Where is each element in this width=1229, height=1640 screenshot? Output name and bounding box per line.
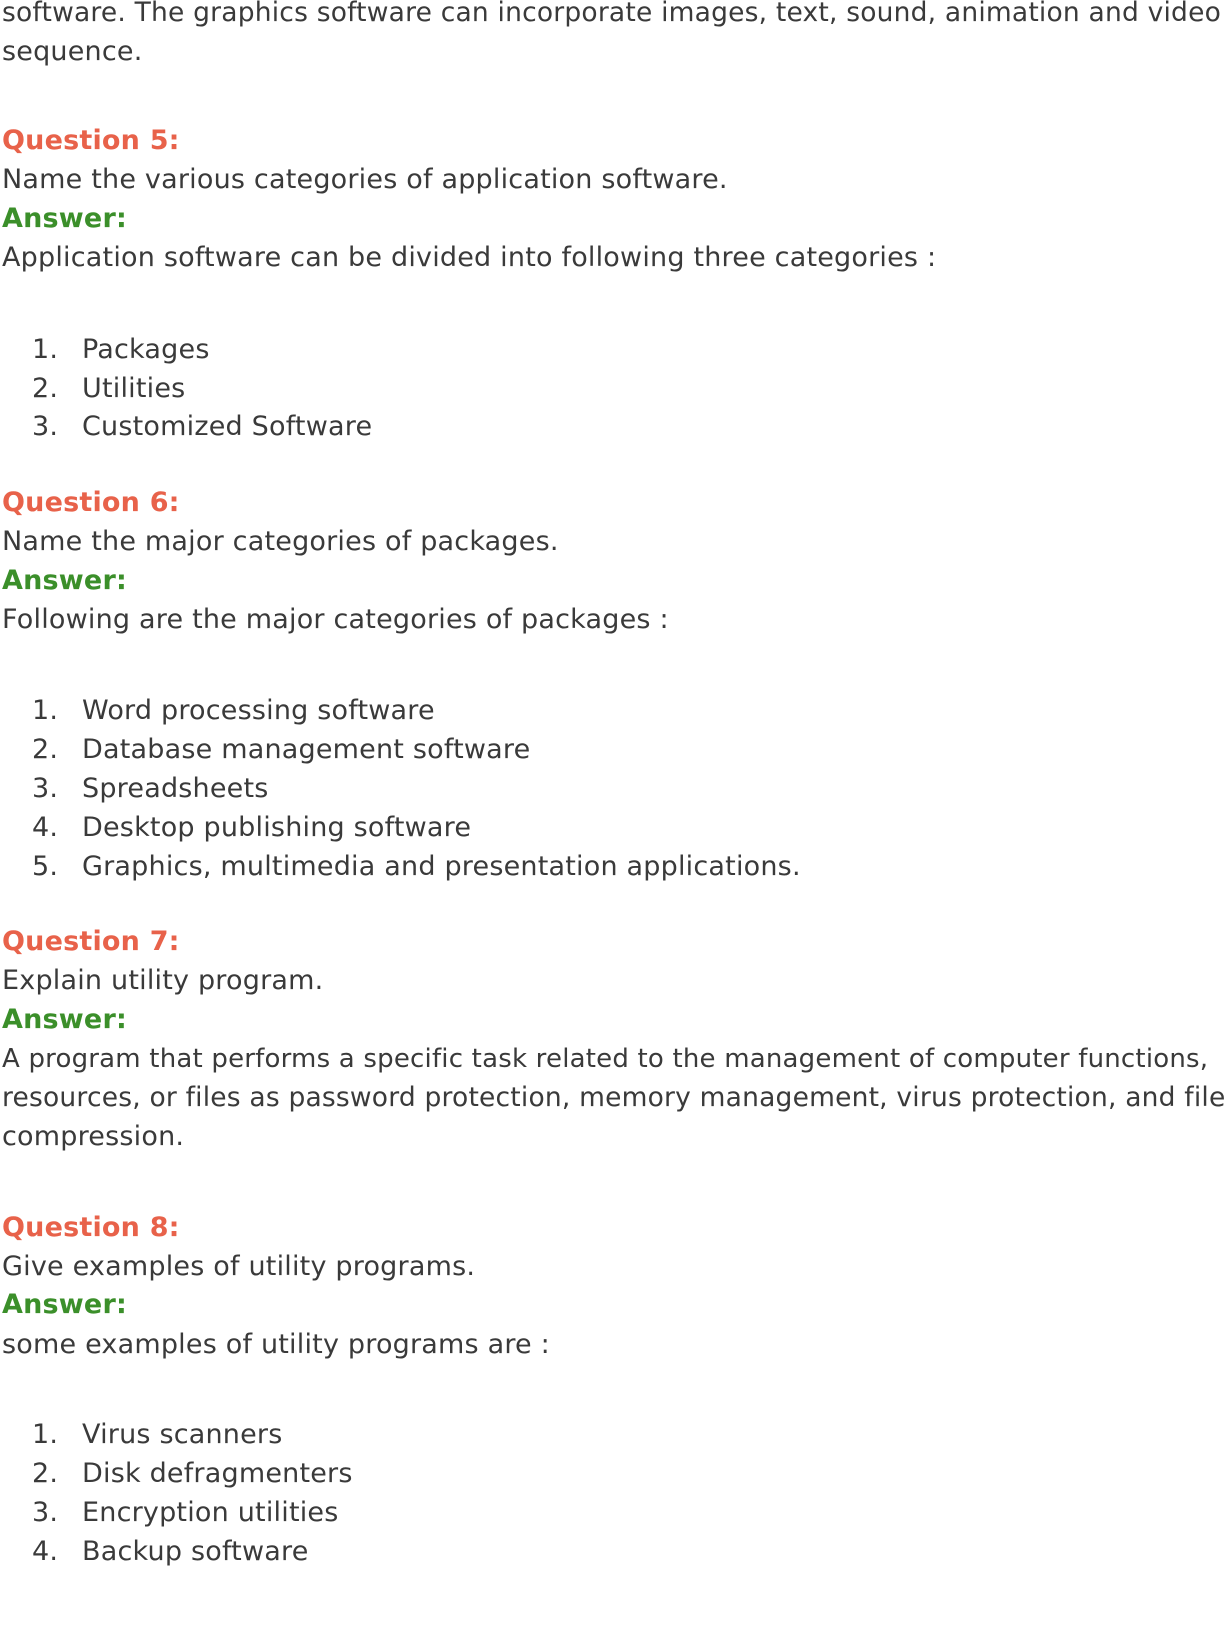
list-item (32, 369, 185, 409)
list-text: Graphics, multimedia and presentation applications. (82, 851, 801, 882)
list-text: Database management software (82, 734, 531, 765)
list-text: Desktop publishing software (82, 812, 472, 843)
question-6-text: Name the major categories of packages. (2, 526, 559, 557)
question-5-heading: Question 5: (2, 125, 180, 156)
list-number: 2. (32, 373, 59, 404)
list-text: Encryption utilities (82, 1497, 339, 1528)
list-item (32, 407, 372, 447)
list-text: Disk defragmenters (82, 1458, 353, 1489)
list-item (32, 1454, 353, 1494)
list-item (32, 330, 210, 370)
answer-6-heading: Answer: (2, 565, 127, 596)
list-text: Utilities (82, 373, 186, 404)
answer-5-heading: Answer: (2, 203, 127, 234)
list-number: 1. (32, 695, 59, 726)
list-number: 2. (32, 1458, 59, 1489)
list-item (32, 1532, 309, 1572)
answer-7-line-3: compression. (2, 1121, 185, 1152)
question-5-text: Name the various categories of application software. (2, 164, 728, 195)
question-7-text: Explain utility program. (2, 965, 324, 996)
list-number: 1. (32, 1419, 59, 1450)
answer-5-text: Application software can be divided into following three categories : (2, 242, 937, 273)
question-7-heading: Question 7: (2, 926, 180, 957)
question-8-text: Give examples of utility programs. (2, 1251, 476, 1282)
answer-8-text: some examples of utility programs are : (2, 1329, 550, 1360)
list-item (32, 730, 530, 770)
list-number: 4. (32, 1536, 59, 1567)
answer-7-heading: Answer: (2, 1004, 127, 1035)
list-item (32, 1493, 339, 1533)
list-text: Virus scanners (82, 1419, 283, 1450)
list-item (32, 691, 435, 731)
list-number: 3. (32, 411, 59, 442)
list-text: Packages (82, 334, 210, 365)
question-8-heading: Question 8: (2, 1212, 180, 1243)
list-item (32, 847, 801, 887)
list-text: Customized Software (82, 411, 373, 442)
answer-8-heading: Answer: (2, 1289, 127, 1320)
list-text: Word processing software (82, 695, 435, 726)
list-text: Backup software (82, 1536, 309, 1567)
intro-line-1: software. The graphics software can incorporate images, text, sound, animation and video (2, 0, 1221, 28)
answer-6-text: Following are the major categories of packages : (2, 604, 669, 635)
intro-line-2: sequence. (2, 36, 143, 67)
list-item (32, 1415, 283, 1455)
list-number: 5. (32, 851, 59, 882)
list-text: Spreadsheets (82, 773, 269, 804)
list-number: 1. (32, 334, 59, 365)
answer-7-line-1: A program that performs a specific task related to the management of computer functions, (2, 1044, 1209, 1074)
list-number: 4. (32, 812, 59, 843)
list-item (32, 808, 471, 848)
answer-7-line-2: resources, or files as password protection, memory management, virus protection, and file (2, 1082, 1226, 1113)
list-number: 3. (32, 1497, 59, 1528)
list-number: 2. (32, 734, 59, 765)
question-6-heading: Question 6: (2, 487, 180, 518)
list-item (32, 769, 269, 809)
list-number: 3. (32, 773, 59, 804)
